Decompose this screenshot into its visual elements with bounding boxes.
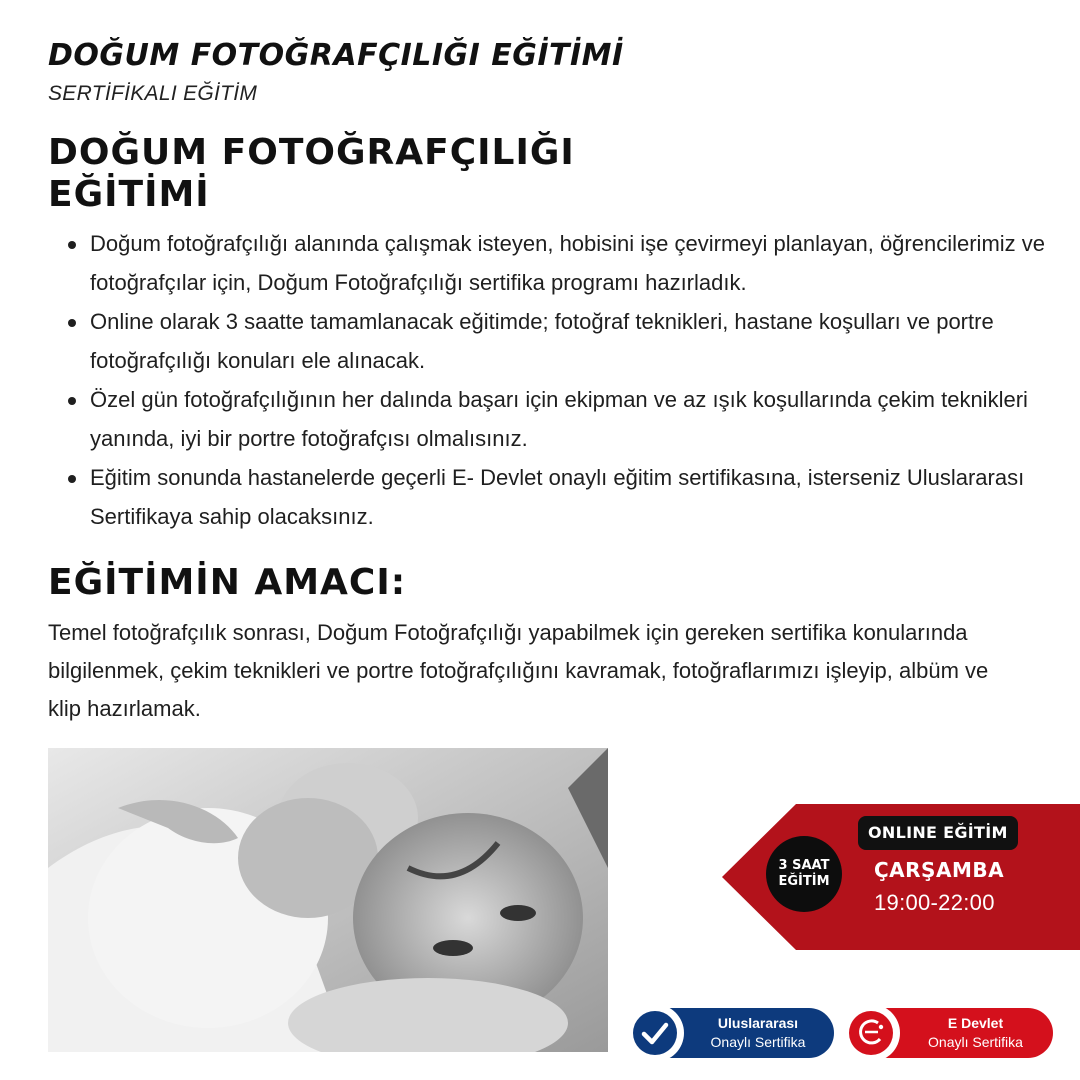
edevlet-logo-icon (842, 1004, 900, 1062)
badge-title: Uluslararası (717, 1015, 799, 1031)
international-certificate-badge (632, 1008, 834, 1058)
main-title-line2: EĞİTİMİ (48, 174, 210, 215)
newborn-photo (48, 748, 608, 1052)
schedule-day: ÇARŞAMBA (874, 858, 1005, 882)
list-item: Eğitim sonunda hastanelerde geçerli E- Devlet onaylı eğitim sertifikasına, isterseniz Uluslararası Sertifikaya sahip olacaksınız. (62, 458, 1062, 536)
badge-title: E Devlet (947, 1015, 1004, 1031)
badge-label (904, 1014, 1047, 1052)
mode-pill: ONLINE EĞİTİM (858, 816, 1018, 850)
main-title-line1: DOĞUM FOTOĞRAFÇILIĞI (48, 132, 575, 173)
aim-text: Temel fotoğrafçılık sonrası, Doğum Fotoğrafçılığı yapabilmek için gereken sertifika konularında bilgilenmek, çekim teknikleri ve portre fotoğrafçılığını kavramak, fotoğraflarımızı işleyip, albüm ve klip hazırlamak. (48, 620, 989, 721)
badge-label (688, 1014, 828, 1052)
header-subtitle: SERTİFİKALI EĞİTİM (48, 82, 258, 105)
duration-line2: EĞİTİM (778, 874, 830, 889)
aim-title: EĞİTİMİN AMACI: (48, 562, 407, 603)
duration-line1: 3 SAAT (778, 858, 830, 873)
list-item: Özel gün fotoğrafçılığının her dalında başarı için ekipman ve az ışık koşullarında çekim teknikleri yanında, iyi bir portre fotoğrafçısı olmalısınız. (62, 380, 1062, 458)
list-item: Doğum fotoğrafçılığı alanında çalışmak isteyen, hobisini işe çevirmeyi planlayan, öğrencilerimiz ve fotoğrafçılar için, Doğum Fotoğrafçılığı sertifika programı hazırladık. (62, 224, 1062, 302)
schedule-banner (722, 804, 1080, 950)
list-item: Online olarak 3 saatte tamamlanacak eğitimde; fotoğraf teknikleri, hastane koşulları ve portre fotoğrafçılığı konuları ele alınacak. (62, 302, 1062, 380)
duration-circle (766, 836, 842, 912)
feature-list (62, 224, 1062, 536)
badge-subtitle: Onaylı Sertifika (710, 1034, 806, 1050)
checkmark-icon (626, 1004, 684, 1062)
main-title (48, 132, 748, 216)
schedule-time: 19:00-22:00 (874, 890, 995, 915)
header-title: DOĞUM FOTOĞRAFÇILIĞI EĞİTİMİ (48, 38, 624, 73)
badge-subtitle: Onaylı Sertifika (928, 1034, 1023, 1050)
edevlet-certificate-badge (848, 1008, 1053, 1058)
